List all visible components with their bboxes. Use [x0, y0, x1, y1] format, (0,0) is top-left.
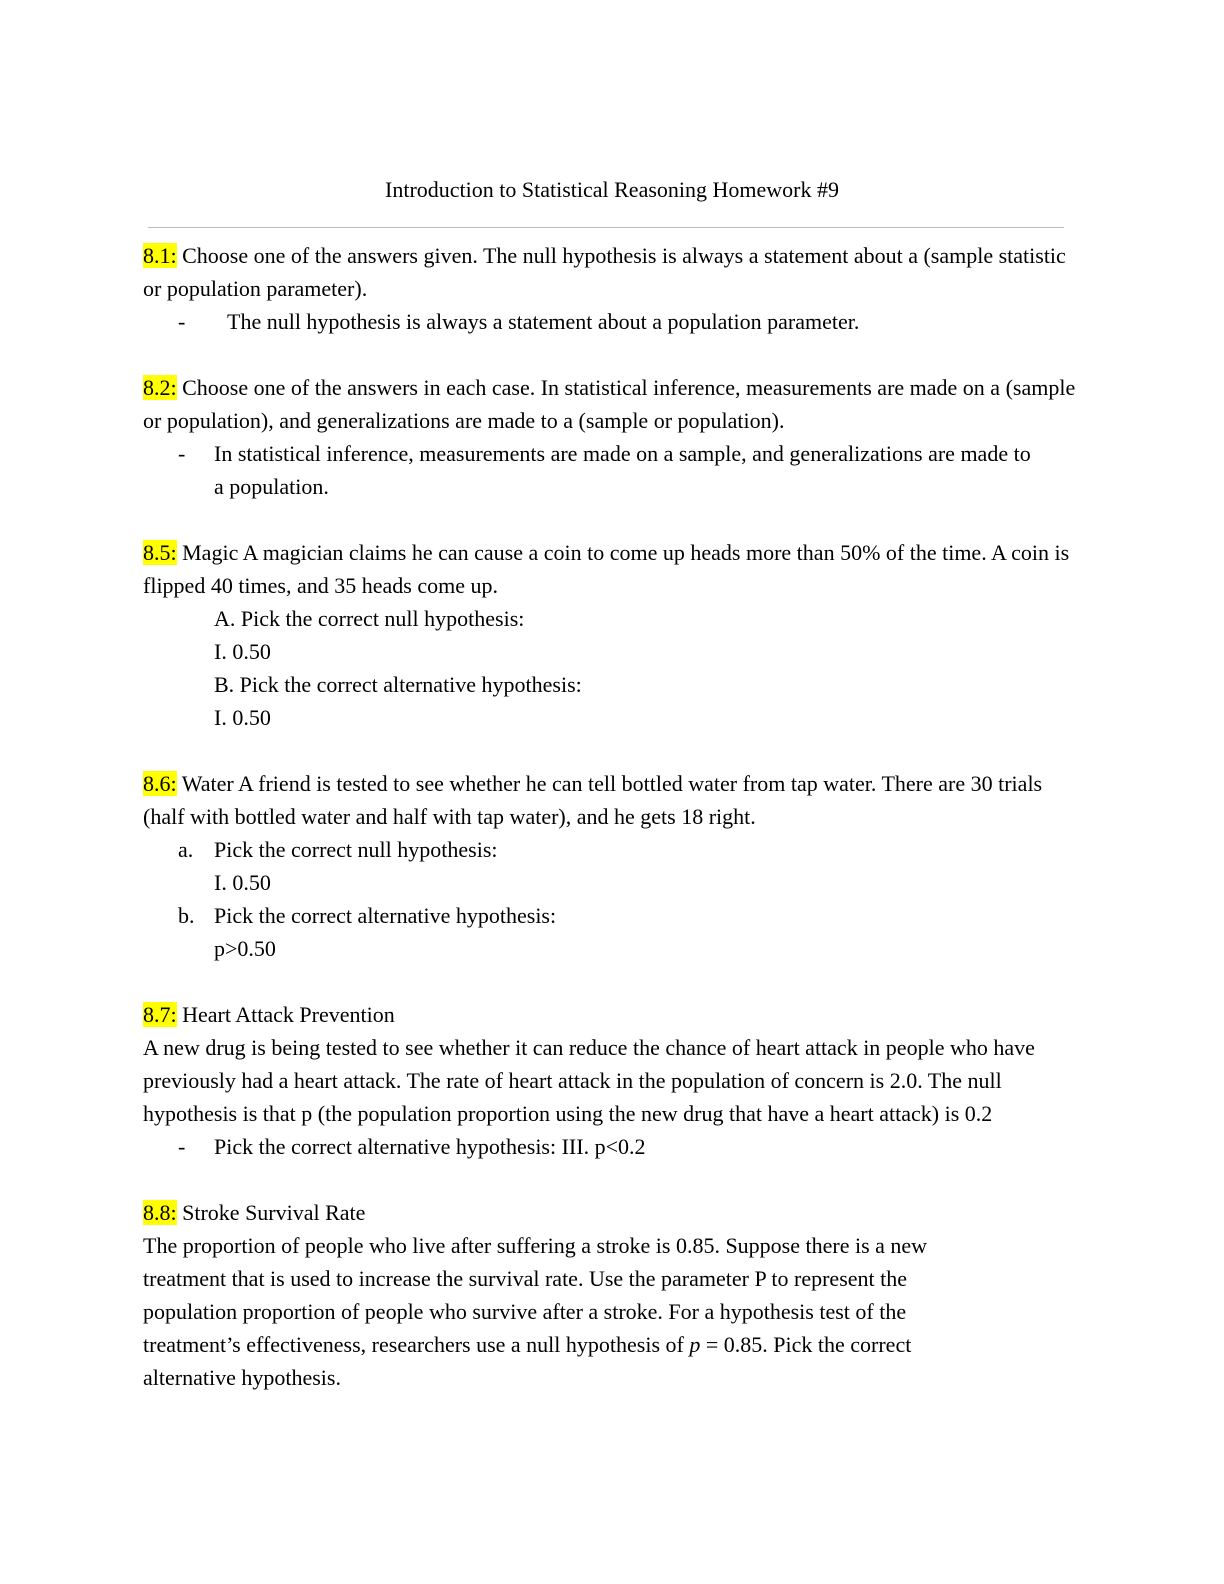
question-8-1-text	[143, 239, 1083, 305]
question-8-1	[143, 239, 1083, 338]
part-a	[143, 833, 1083, 866]
bullet-dash: -	[178, 1134, 186, 1159]
question-8-7-answer	[143, 1130, 1083, 1163]
question-8-1-label: 8.1:	[143, 243, 177, 268]
question-8-1-prompt: Choose one of the answers given. The null hypothesis is always a statement about a (sample statistic or population parameter).	[143, 243, 1066, 301]
bullet-dash: -	[178, 309, 186, 334]
title-divider	[148, 227, 1064, 228]
parameter-p: p	[689, 1332, 701, 1357]
question-8-6-text	[143, 767, 1083, 833]
document-body	[143, 239, 1083, 1427]
answer-text: The null hypothesis is always a statement about a population parameter.	[227, 309, 860, 334]
question-8-8	[143, 1196, 1083, 1394]
question-8-6-label: 8.6:	[143, 771, 177, 796]
part-a-prompt: Pick the correct null hypothesis:	[214, 837, 498, 862]
question-8-2-label: 8.2:	[143, 375, 177, 400]
question-8-5-text	[143, 536, 1083, 602]
part-a-marker: a.	[178, 837, 194, 862]
part-b-prompt: B. Pick the correct alternative hypothesis:	[214, 672, 582, 697]
part-a-answer: I. 0.50	[214, 639, 271, 664]
question-8-1-answer	[143, 305, 1083, 338]
question-8-8-heading	[143, 1196, 1083, 1229]
part-b-marker: b.	[178, 903, 195, 928]
question-8-7-title: Heart Attack Prevention	[176, 1002, 395, 1027]
question-8-7	[143, 998, 1083, 1163]
question-8-2-prompt: Choose one of the answers in each case. In statistical inference, measurements are made on a (sample or population), and generalizations are made to a (sample or population).	[143, 375, 1076, 433]
question-8-2-text	[143, 371, 1083, 437]
part-a-answer: I. 0.50	[214, 870, 271, 895]
question-8-8-title: Stroke Survival Rate	[176, 1200, 366, 1225]
question-8-2-answer	[143, 437, 1083, 503]
question-8-7-label: 8.7:	[143, 1002, 177, 1027]
question-8-5	[143, 536, 1083, 734]
question-8-8-prompt-part2: = 0.85. Pick the correct alternative hypothesis.	[143, 1332, 912, 1390]
part-a-prompt: A. Pick the correct null hypothesis:	[214, 606, 525, 631]
part-b-prompt: Pick the correct alternative hypothesis:	[214, 903, 557, 928]
question-8-6-prompt: Water A friend is tested to see whether he can tell bottled water from tap water. There are 30 trials (half with bottled water and half with tap water), and he gets 18 right.	[143, 771, 1043, 829]
question-8-2	[143, 371, 1083, 503]
part-b-answer: p>0.50	[214, 936, 276, 961]
question-8-8-prompt-part1: The proportion of people who live after suffering a stroke is 0.85. Suppose there is a new treatment that is used to increase the survival rate. Use the parameter P to represent the population proportion of people who survive after a stroke. For a hypothesis test of the treatment’s effectiveness, researchers use a null hypothesis of	[143, 1233, 928, 1357]
question-8-5-prompt: Magic A magician claims he can cause a coin to come up heads more than 50% of the time. A coin is flipped 40 times, and 35 heads come up.	[143, 540, 1070, 598]
bullet-dash: -	[178, 441, 186, 466]
part-b-answer: I. 0.50	[214, 705, 271, 730]
part-b	[143, 899, 1083, 932]
question-8-6	[143, 767, 1083, 965]
answer-text: In statistical inference, measurements are made on a sample, and generalizations are made to a population.	[214, 441, 1031, 499]
question-8-7-heading	[143, 998, 1083, 1031]
question-8-8-label: 8.8:	[143, 1200, 177, 1225]
answer-text: Pick the correct alternative hypothesis: III. p<0.2	[214, 1134, 646, 1159]
question-8-5-label: 8.5:	[143, 540, 177, 565]
question-8-7-prompt: A new drug is being tested to see whether it can reduce the chance of heart attack in people who have previously had a heart attack. The rate of heart attack in the population of concern is 2.0. The null hypothesis is that p (the population proportion using the new drug that have a heart attack) is 0.2	[143, 1035, 1035, 1126]
page-title: Introduction to Statistical Reasoning Homework #9	[385, 177, 839, 202]
question-8-8-prompt	[143, 1229, 1083, 1394]
